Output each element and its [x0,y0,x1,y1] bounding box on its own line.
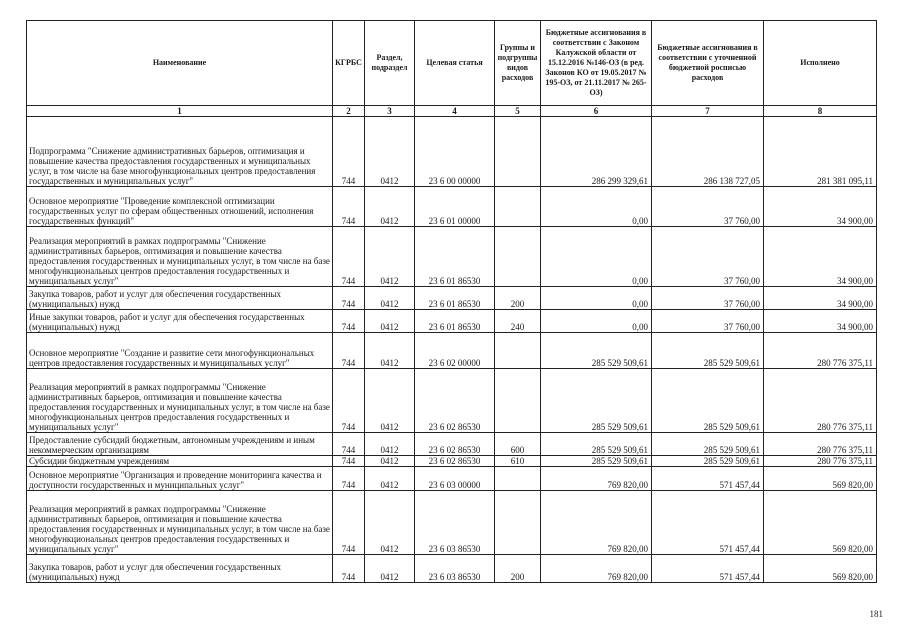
row-law-allocation: 285 529 509,61 [541,369,652,433]
row-name: Закупка товаров, работ и услуг для обеспечения государственных (муниципальных) нужд [27,287,333,310]
row-kgrbs: 744 [333,310,365,333]
row-expense-type [495,333,541,369]
row-law-allocation: 286 299 329,61 [541,117,652,187]
row-section: 0412 [365,310,415,333]
table-row [27,467,877,491]
row-section: 0412 [365,333,415,369]
table-row [27,187,877,227]
column-number: 5 [495,106,541,117]
row-executed: 569 820,00 [764,467,877,491]
header-kgrbs: КГРБС [333,21,365,106]
header-executed: Исполнено [764,21,877,106]
row-name: Предоставление субсидий бюджетным, автономным учреждениям и иным некоммерческим организациям [27,433,333,456]
header-plan-allocation: Бюджетные ассигнования в соответствии с уточненной бюджетной росписью расходов [652,21,764,106]
row-law-allocation: 769 820,00 [541,555,652,583]
row-plan-allocation: 571 457,44 [652,555,764,583]
row-target: 23 6 02 86530 [415,369,495,433]
row-section: 0412 [365,227,415,287]
header-row [27,21,877,106]
header-law-allocation: Бюджетные ассигнования в соответствии с Законом Калужской области от 15.12.2016 №146-ОЗ (в ред. Законов КО от 19.05.2017 № 195-ОЗ, от 21.11.2017 № 265-ОЗ) [541,21,652,106]
row-kgrbs: 744 [333,491,365,555]
row-name: Реализация мероприятий в рамках подпрограммы "Снижение административных барьеров, оптимизация и повышение качества предоставления государственных и муниципальных услуг, в том числе на базе многофункциональных центров предоставления государственных и муниципальных услуг" [27,227,333,287]
row-target: 23 6 03 00000 [415,467,495,491]
row-name: Закупка товаров, работ и услуг для обеспечения государственных (муниципальных) нужд [27,555,333,583]
row-expense-type [495,187,541,227]
row-name: Основное мероприятие "Проведение комплексной оптимизации государственных услуг по сферам общественных отношений, исполнения государственных функций" [27,187,333,227]
row-law-allocation: 0,00 [541,187,652,227]
row-plan-allocation: 286 138 727,05 [652,117,764,187]
row-executed: 34 900,00 [764,310,877,333]
table-row [27,491,877,555]
row-kgrbs: 744 [333,456,365,467]
column-number: 4 [415,106,495,117]
row-law-allocation: 769 820,00 [541,467,652,491]
row-kgrbs: 744 [333,117,365,187]
row-expense-type: 200 [495,287,541,310]
row-expense-type [495,369,541,433]
row-expense-type [495,117,541,187]
row-plan-allocation: 285 529 509,61 [652,333,764,369]
row-law-allocation: 0,00 [541,287,652,310]
row-section: 0412 [365,467,415,491]
row-section: 0412 [365,555,415,583]
header-name: Наименование [27,21,333,106]
row-executed: 280 776 375,11 [764,333,877,369]
column-number-row [27,106,877,117]
row-executed: 34 900,00 [764,287,877,310]
row-name: Иные закупки товаров, работ и услуг для обеспечения государственных (муниципальных) нужд [27,310,333,333]
row-kgrbs: 744 [333,555,365,583]
row-target: 23 6 01 86530 [415,227,495,287]
row-name: Реализация мероприятий в рамках подпрограммы "Снижение административных барьеров, оптимизация и повышение качества предоставления государственных и муниципальных услуг, в том числе на базе многофункциональных центров предоставления государственных и муниципальных услуг" [27,491,333,555]
column-number: 3 [365,106,415,117]
row-expense-type [495,491,541,555]
row-expense-type [495,467,541,491]
row-kgrbs: 744 [333,287,365,310]
header-section: Раздел, подраздел [365,21,415,106]
row-target: 23 6 02 86530 [415,456,495,467]
row-plan-allocation: 571 457,44 [652,491,764,555]
column-number: 7 [652,106,764,117]
row-target: 23 6 02 86530 [415,433,495,456]
row-expense-type: 600 [495,433,541,456]
row-executed: 34 900,00 [764,227,877,287]
row-name: Основное мероприятие "Создание и развитие сети многофункциональных центров предоставления государственных и муниципальных услуг" [27,333,333,369]
row-section: 0412 [365,456,415,467]
row-kgrbs: 744 [333,369,365,433]
row-target: 23 6 02 00000 [415,333,495,369]
table-row [27,287,877,310]
header-expense-type: Группы и подгруппы видов расходов [495,21,541,106]
table-row [27,433,877,456]
page-number: 181 [869,609,883,619]
row-name: Основное мероприятие "Организация и проведение мониторинга качества и доступности государственных и муниципальных услуг" [27,467,333,491]
row-name: Подпрограмма "Снижение административных барьеров, оптимизация и повышение качества предоставления государственных и муниципальных услуг, в том числе на базе многофункциональных центров предоставления государственных и муниципальных услуг" [27,117,333,187]
row-law-allocation: 285 529 509,61 [541,456,652,467]
row-executed: 280 776 375,11 [764,433,877,456]
row-law-allocation: 0,00 [541,310,652,333]
row-section: 0412 [365,117,415,187]
row-kgrbs: 744 [333,187,365,227]
row-expense-type: 610 [495,456,541,467]
table-row [27,456,877,467]
row-expense-type: 200 [495,555,541,583]
row-plan-allocation: 37 760,00 [652,187,764,227]
row-kgrbs: 744 [333,333,365,369]
row-law-allocation: 285 529 509,61 [541,433,652,456]
row-kgrbs: 744 [333,433,365,456]
table-row [27,117,877,187]
row-target: 23 6 03 86530 [415,555,495,583]
row-executed: 569 820,00 [764,491,877,555]
row-section: 0412 [365,287,415,310]
header-target: Целевая статья [415,21,495,106]
row-kgrbs: 744 [333,227,365,287]
row-executed: 34 900,00 [764,187,877,227]
table-row [27,227,877,287]
row-expense-type: 240 [495,310,541,333]
row-expense-type [495,227,541,287]
table-row [27,310,877,333]
table-row [27,555,877,583]
row-law-allocation: 769 820,00 [541,491,652,555]
row-law-allocation: 0,00 [541,227,652,287]
row-plan-allocation: 285 529 509,61 [652,456,764,467]
row-section: 0412 [365,369,415,433]
row-kgrbs: 744 [333,467,365,491]
column-number: 2 [333,106,365,117]
row-name: Субсидии бюджетным учреждениям [27,456,333,467]
row-target: 23 6 03 86530 [415,491,495,555]
row-target: 23 6 01 86530 [415,287,495,310]
row-section: 0412 [365,491,415,555]
column-number: 1 [27,106,333,117]
row-plan-allocation: 37 760,00 [652,287,764,310]
column-number: 8 [764,106,877,117]
table-row [27,369,877,433]
budget-table [26,20,877,583]
row-executed: 569 820,00 [764,555,877,583]
row-plan-allocation: 285 529 509,61 [652,369,764,433]
row-law-allocation: 285 529 509,61 [541,333,652,369]
row-section: 0412 [365,433,415,456]
row-section: 0412 [365,187,415,227]
row-plan-allocation: 571 457,44 [652,467,764,491]
row-executed: 280 776 375,11 [764,369,877,433]
row-executed: 281 381 095,11 [764,117,877,187]
row-target: 23 6 01 00000 [415,187,495,227]
column-number: 6 [541,106,652,117]
row-name: Реализация мероприятий в рамках подпрограммы "Снижение административных барьеров, оптимизация и повышение качества предоставления государственных и муниципальных услуг, в том числе на базе многофункциональных центров предоставления государственных и муниципальных услуг" [27,369,333,433]
row-plan-allocation: 37 760,00 [652,227,764,287]
row-executed: 280 776 375,11 [764,456,877,467]
row-plan-allocation: 285 529 509,61 [652,433,764,456]
row-target: 23 6 01 86530 [415,310,495,333]
row-plan-allocation: 37 760,00 [652,310,764,333]
table-row [27,333,877,369]
row-target: 23 6 00 00000 [415,117,495,187]
